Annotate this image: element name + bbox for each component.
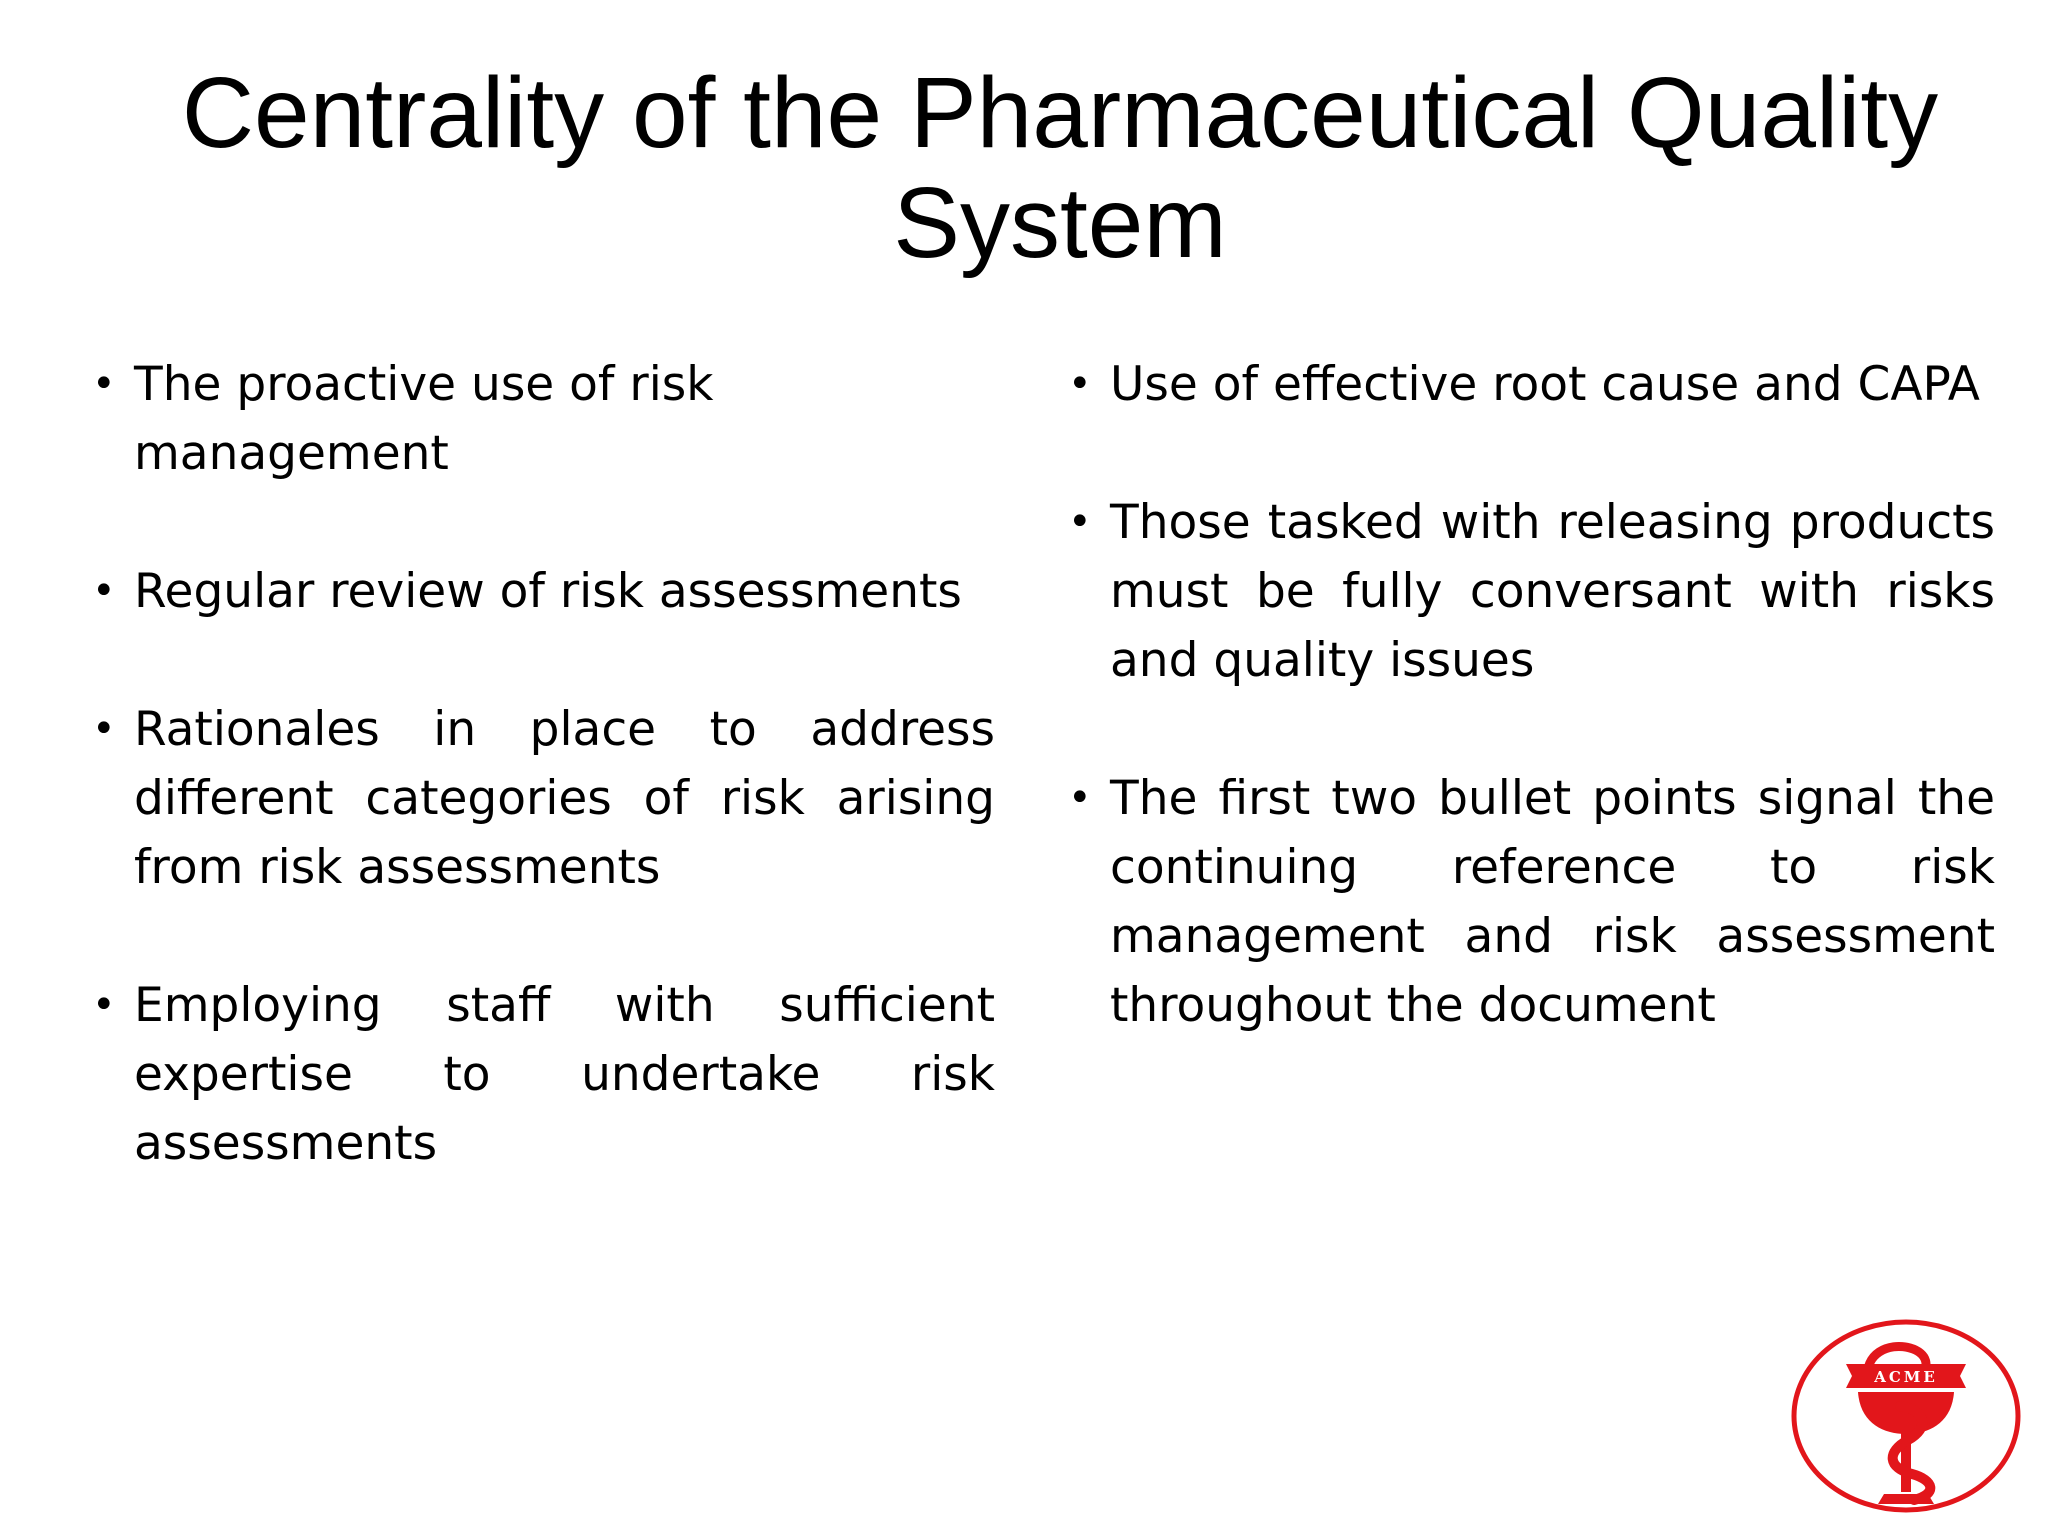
bullet-item (1068, 488, 1995, 695)
bullet-text: Those tasked with releasing products must be fully conversant with risks and quality issues (1110, 495, 1995, 688)
logo-text: ACME (1874, 1368, 1938, 1386)
bullet-item (1068, 764, 1995, 1040)
slide-title: Centrality of the Pharmaceutical Quality System (181, 57, 1939, 279)
bullet-item (92, 971, 995, 1178)
bullet-item (92, 695, 995, 902)
bullet-icon: • (1068, 499, 1092, 545)
bullet-text: The proactive use of risk management (134, 357, 714, 481)
bullet-item (92, 557, 995, 626)
bullet-text: Rationales in place to address different categories of risk arising from risk assessments (134, 702, 995, 895)
bullet-icon: • (92, 706, 116, 752)
bowl-of-hygieia-icon (1794, 1322, 2018, 1510)
bullet-icon: • (92, 361, 116, 407)
bullet-text: Use of effective root cause and CAPA (1110, 357, 1980, 412)
acme-logo (1788, 1318, 2024, 1514)
right-bullet-list (1068, 350, 1995, 1040)
bullet-text: Employing staff with sufficient expertise to undertake risk assessments (134, 978, 995, 1171)
bullet-item (92, 350, 995, 488)
bullet-icon: • (1068, 361, 1092, 407)
bullet-text: The first two bullet points signal the continuing reference to risk management and risk assessment throughout the document (1110, 771, 1995, 1033)
bullet-icon: • (92, 568, 116, 614)
left-bullet-list (92, 350, 995, 1178)
bullet-text: Regular review of risk assessments (134, 564, 962, 619)
bullet-icon: • (92, 982, 116, 1028)
bullet-item (1068, 350, 1995, 419)
bullet-icon: • (1068, 775, 1092, 821)
